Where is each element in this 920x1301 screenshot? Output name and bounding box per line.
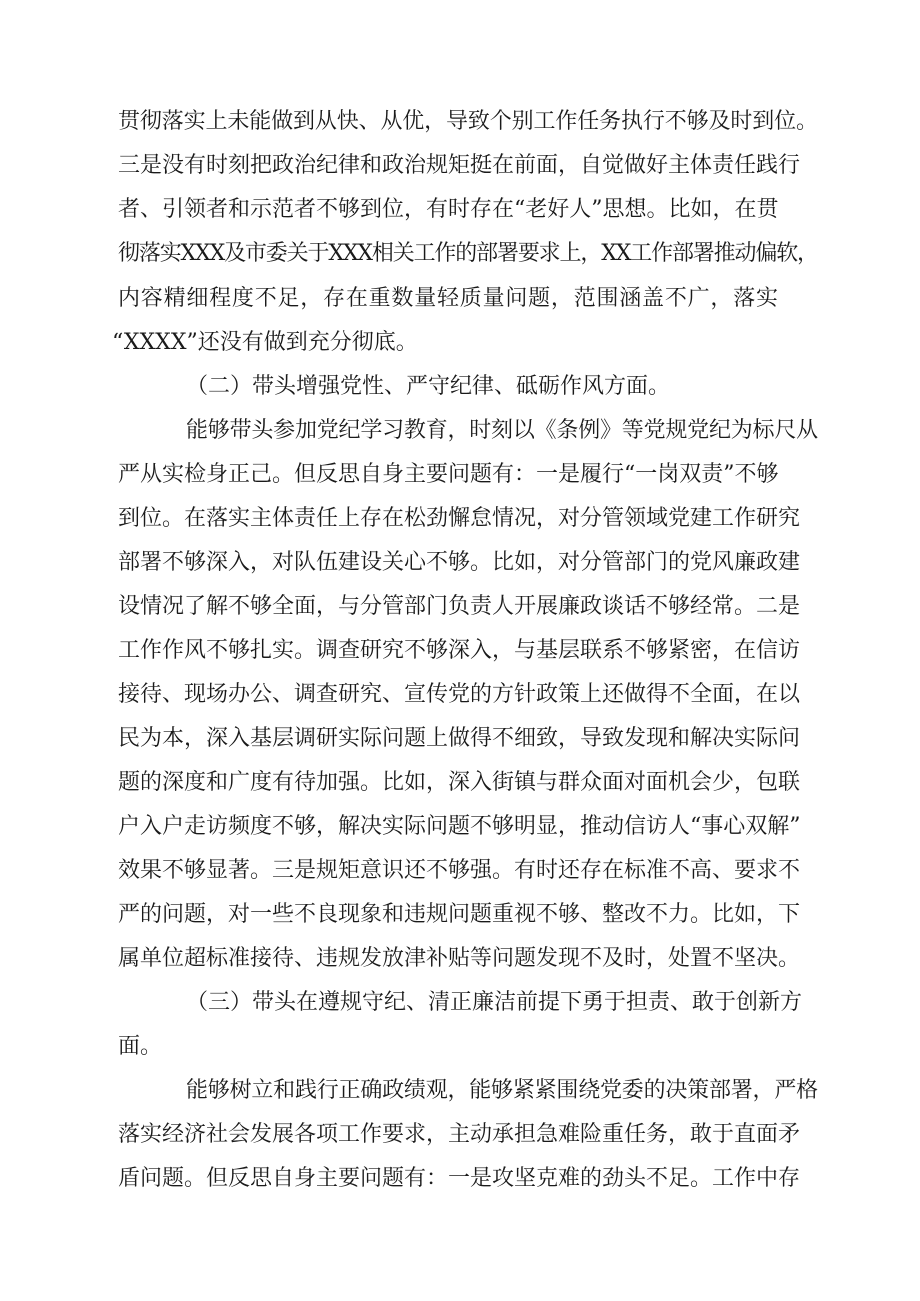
- text-line: 落实经济社会发展各项工作要求，主动承担急难险重任务，敢于直面矛: [118, 1122, 801, 1147]
- text-line: 者、引领者和示范者不够到位，有时存在“老好人”思想。比如，在贯: [118, 197, 779, 222]
- text-line: 题的深度和广度有待加强。比如，深入街镇与群众面对面机会少，包联: [118, 770, 801, 795]
- text-line: 接待、现场办公、调查研究、宣传党的方针政策上还做得不全面，在以: [118, 682, 801, 707]
- text-line: 严的问题，对一些不良现象和违规问题重视不够、整改不力。比如，下: [118, 902, 801, 927]
- text-line: 三是没有时刻把政治纪律和政治规矩挺在前面，自觉做好主体责任践行: [118, 153, 801, 178]
- paragraph-start-line: 能够树立和践行正确政绩观，能够紧紧围绕党委的决策部署，严格: [186, 1078, 818, 1103]
- text-line: 彻落实XXX及市委关于XXX相关工作的部署要求上，XX工作部署推动偏软，: [118, 241, 818, 266]
- text-line: 工作作风不够扎实。调查研究不够深入，与基层联系不够紧密，在信访: [118, 638, 801, 663]
- text-line: “XXXX”还没有做到充分彻底。: [112, 330, 418, 355]
- text-line: 效果不够显著。三是规矩意识还不够强。有时还存在标准不高、要求不: [118, 858, 801, 883]
- text-line: 部署不够深入，对队伍建设关心不够。比如，对分管部门的党风廉政建: [118, 550, 801, 575]
- text-line: 户入户走访频度不够，解决实际问题不够明显，推动信访人“事心双解”: [118, 814, 801, 839]
- text-line: 内容精细程度不足，存在重数量轻质量问题，范围涵盖不广，落实: [118, 286, 778, 311]
- text-line: 民为本，深入基层调研实际问题上做得不细致，导致发现和解决实际问: [118, 726, 801, 751]
- text-line: 属单位超标准接待、违规发放津补贴等问题发现不及时，处置不坚决。: [118, 946, 801, 971]
- section-heading-3: （三）带头在遵规守纪、清正廉洁前提下勇于担责、敢于创新方: [186, 990, 803, 1015]
- text-line: 严从实检身正己。但反思自身主要问题有：一是履行“一岗双责”不够: [118, 462, 779, 487]
- section-heading-2: （二）带头增强党性、严守纪律、砥砺作风方面。: [186, 374, 671, 399]
- text-line: 盾问题。但反思自身主要问题有：一是攻坚克难的劲头不足。工作中存: [118, 1166, 801, 1191]
- paragraph-start-line: 能够带头参加党纪学习教育，时刻以《条例》等党规党纪为标尺从: [186, 418, 818, 443]
- text-line: 到位。在落实主体责任上存在松劲懈怠情况，对分管领域党建工作研究: [118, 506, 801, 531]
- text-line: 设情况了解不够全面，与分管部门负责人开展廉政谈话不够经常。二是: [118, 594, 801, 619]
- section-heading-3-cont: 面。: [118, 1034, 163, 1059]
- text-line: 贯彻落实上未能做到从快、从优，导致个别工作任务执行不够及时到位。: [118, 109, 818, 134]
